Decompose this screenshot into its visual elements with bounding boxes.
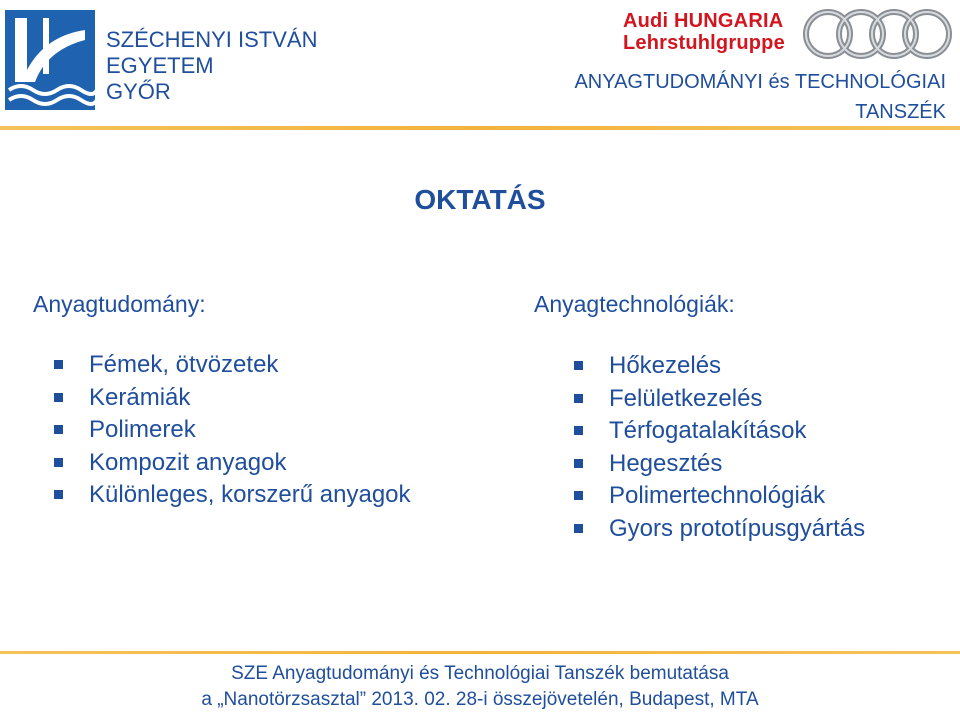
list-item: Felületkezelés <box>574 383 865 416</box>
list-item: Gyors prototípusgyártás <box>574 513 865 546</box>
footer-divider <box>0 651 960 654</box>
header-divider <box>0 126 960 130</box>
list-item: Hegesztés <box>574 448 865 481</box>
list-item: Kerámiák <box>54 382 411 415</box>
square-bullet-icon <box>54 458 63 467</box>
square-bullet-icon <box>54 360 63 369</box>
footer-line2: a „Nanotörzsasztal” 2013. 02. 28-i összejövetelén, Budapest, MTA <box>201 689 759 710</box>
right-column-heading: Anyagtechnológiák: <box>534 291 735 317</box>
footer-line1: SZE Anyagtudományi és Technológiai Tanszék bemutatása <box>231 663 729 684</box>
list-item: Kompozit anyagok <box>54 447 411 480</box>
square-bullet-icon <box>574 426 583 435</box>
square-bullet-icon <box>574 361 583 370</box>
square-bullet-icon <box>54 490 63 499</box>
department-name <box>426 67 946 127</box>
audi-logo-line1: Audi HUNGARIA <box>623 10 784 32</box>
university-logo <box>5 10 95 110</box>
list-item: Térfogatalakítások <box>574 415 865 448</box>
square-bullet-icon <box>574 394 583 403</box>
list-item: Polimertechnológiák <box>574 480 865 513</box>
left-column-heading: Anyagtudomány: <box>33 291 206 317</box>
university-name <box>106 27 366 105</box>
left-column-list <box>54 349 411 512</box>
right-column-list <box>574 350 865 545</box>
university-name-line3: GYŐR <box>106 79 171 104</box>
page-title: OKTATÁS <box>414 184 546 215</box>
header <box>0 0 960 134</box>
list-item: Különleges, korszerű anyagok <box>54 479 411 512</box>
square-bullet-icon <box>574 459 583 468</box>
square-bullet-icon <box>54 425 63 434</box>
square-bullet-icon <box>574 524 583 533</box>
square-bullet-icon <box>54 393 63 402</box>
square-bullet-icon <box>574 491 583 500</box>
department-name-line1: ANYAGTUDOMÁNYI és TECHNOLÓGIAI <box>574 71 946 93</box>
university-name-line2: EGYETEM <box>106 53 214 78</box>
list-item: Hőkezelés <box>574 350 865 383</box>
university-name-line1: SZÉCHENYI ISTVÁN <box>106 27 318 52</box>
audi-logo-text <box>623 10 785 54</box>
department-name-line2: TANSZÉK <box>855 101 946 123</box>
list-item: Fémek, ötvözetek <box>54 349 411 382</box>
audi-logo-line2: Lehrstuhlgruppe <box>623 32 785 54</box>
audi-rings-logo <box>800 6 956 67</box>
list-item: Polimerek <box>54 414 411 447</box>
